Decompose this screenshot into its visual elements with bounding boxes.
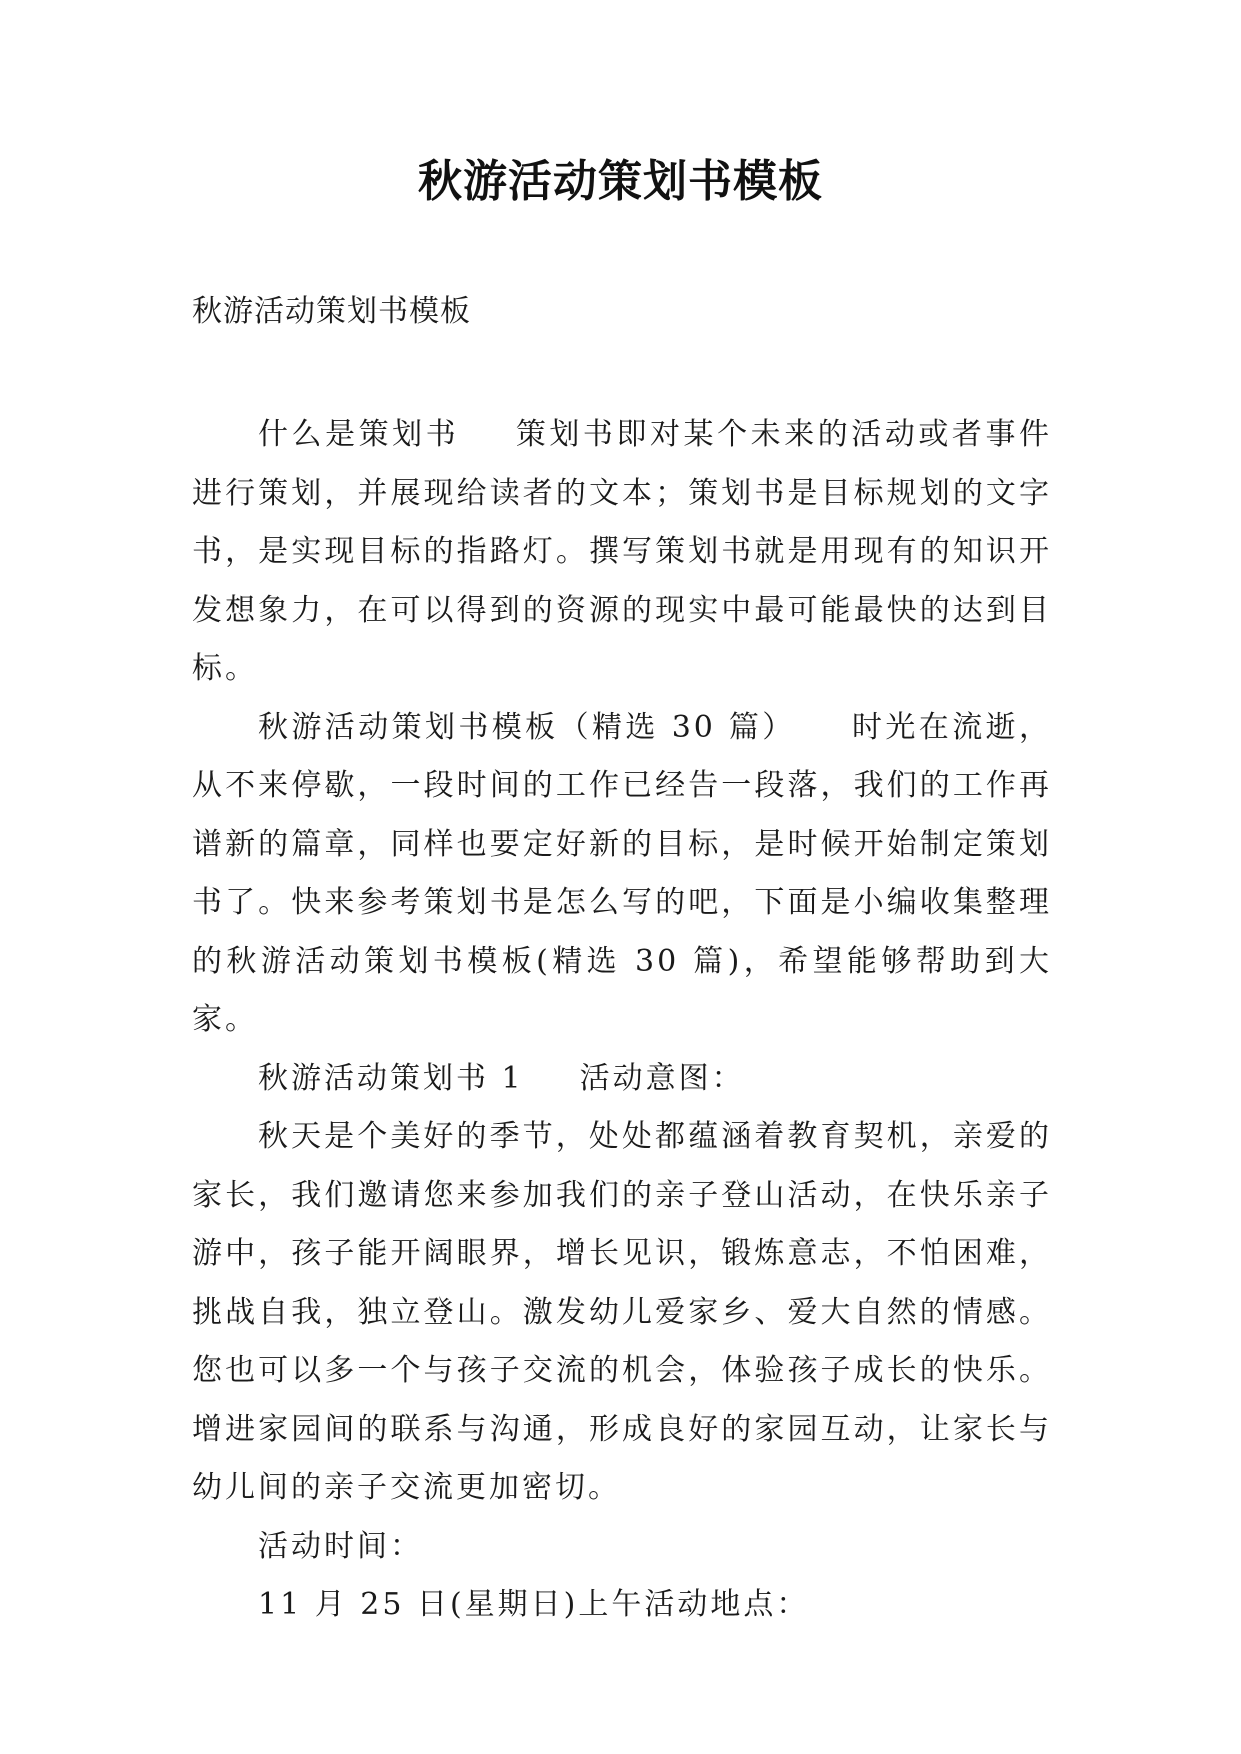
paragraph-plan-1 [192, 1050, 1052, 1109]
paragraph-lead: 秋游活动策划书 1 [258, 1060, 524, 1096]
paragraph-date [192, 1576, 1052, 1635]
paragraph-lead: 秋游活动策划书模板（精选 30 篇） [258, 709, 796, 745]
document-body [192, 406, 1052, 1635]
page-title: 秋游活动策划书模板 [418, 156, 823, 207]
paragraph-text: 11 月 25 日(星期日)上午活动地点： [258, 1587, 810, 1622]
paragraph-text: 秋天是个美好的季节，处处都蕴涵着教育契机，亲爱的家长，我们邀请您来参加我们的亲子登山活动，在快乐亲子游中，孩子能开阔眼界，增长见识，锻炼意志，不怕困难，挑战自我，独立登山。激发幼儿爱家乡、爱大自然的情感。您也可以多一个与孩子交流的机会，体验孩子成长的快乐。增进家园间的联系与沟通，形成良好的家园互动，让家长与幼儿间的亲子交流更加密切。 [192, 1119, 1052, 1505]
paragraph-purpose [192, 1108, 1052, 1518]
paragraph-text: 活动意图： [579, 1060, 745, 1096]
paragraph-text: 活动时间： [258, 1528, 423, 1564]
paragraph-text: 时光在流逝，从不来停歇，一段时间的工作已经告一段落，我们的工作再谱新的篇章，同样也要定好新的目标，是时候开始制定策划书了。快来参考策划书是怎么写的吧，下面是小编收集整理的秋游活动策划书模板(精选 30 篇)，希望能够帮助到大家。 [192, 709, 1052, 1037]
paragraph-intro [192, 699, 1052, 1050]
paragraph-lead: 什么是策划书 [258, 417, 460, 452]
document-subtitle: 秋游活动策划书模板 [192, 294, 471, 329]
paragraph-what-is-plan [192, 406, 1052, 699]
paragraph-text: 策划书即对某个未来的活动或者事件进行策划，并展现给读者的文本；策划书是目标规划的文字书，是实现目标的指路灯。撰写策划书就是用现有的知识开发想象力，在可以得到的资源的现实中最可能最快的达到目标。 [192, 417, 1053, 686]
paragraph-time-label [192, 1518, 1052, 1577]
